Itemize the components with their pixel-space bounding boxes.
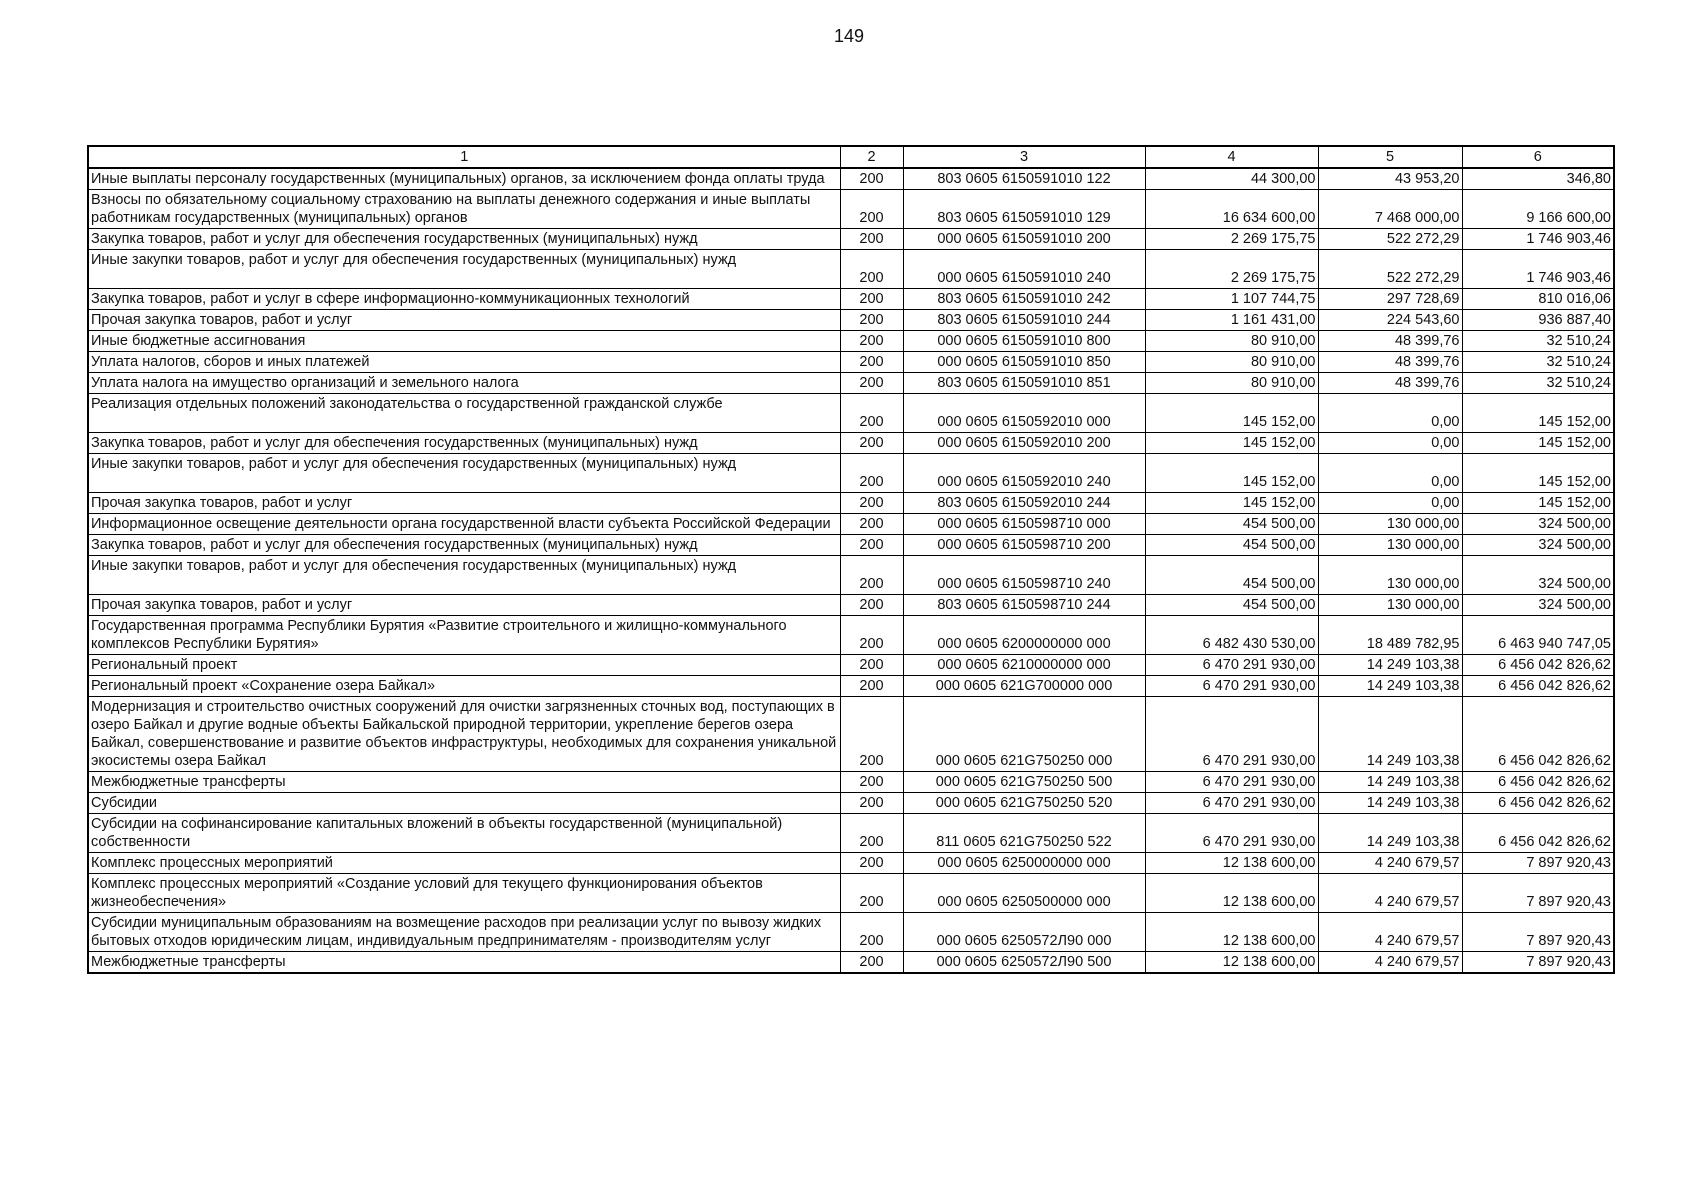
row-value-col5-cell: 43 953,20 <box>1318 168 1462 190</box>
row-value-col5-cell: 0,00 <box>1318 433 1462 454</box>
row-code-cell: 200 <box>840 853 903 874</box>
row-value-col4-cell: 1 161 431,00 <box>1145 310 1318 331</box>
table-row <box>88 229 1614 250</box>
table-row <box>88 595 1614 616</box>
row-name-cell: Региональный проект «Сохранение озера Байкал» <box>88 676 840 697</box>
row-name-cell: Межбюджетные трансферты <box>88 952 840 974</box>
row-classification-code-cell: 000 0605 621G750250 000 <box>903 697 1145 772</box>
row-value-col4-cell: 2 269 175,75 <box>1145 229 1318 250</box>
row-classification-code-cell: 000 0605 6150592010 000 <box>903 394 1145 433</box>
row-name-cell: Прочая закупка товаров, работ и услуг <box>88 310 840 331</box>
row-classification-code-cell: 000 0605 621G750250 500 <box>903 772 1145 793</box>
row-code-cell: 200 <box>840 190 903 229</box>
row-name-cell: Прочая закупка товаров, работ и услуг <box>88 493 840 514</box>
row-value-col5-cell: 0,00 <box>1318 454 1462 493</box>
column-header-3: 3 <box>903 146 1145 168</box>
row-value-col5-cell: 4 240 679,57 <box>1318 874 1462 913</box>
table-row <box>88 676 1614 697</box>
table-row <box>88 493 1614 514</box>
row-classification-code-cell: 803 0605 6150591010 122 <box>903 168 1145 190</box>
row-value-col4-cell: 6 470 291 930,00 <box>1145 793 1318 814</box>
row-value-col5-cell: 4 240 679,57 <box>1318 853 1462 874</box>
row-name-cell: Закупка товаров, работ и услуг для обеспечения государственных (муниципальных) нужд <box>88 433 840 454</box>
row-code-cell: 200 <box>840 595 903 616</box>
table-row <box>88 655 1614 676</box>
row-classification-code-cell: 803 0605 6150591010 244 <box>903 310 1145 331</box>
table-row <box>88 874 1614 913</box>
row-value-col6-cell: 324 500,00 <box>1462 595 1614 616</box>
row-classification-code-cell: 000 0605 6150598710 000 <box>903 514 1145 535</box>
row-classification-code-cell: 000 0605 6150591010 200 <box>903 229 1145 250</box>
table-row <box>88 535 1614 556</box>
row-value-col4-cell: 145 152,00 <box>1145 454 1318 493</box>
row-code-cell: 200 <box>840 250 903 289</box>
row-code-cell: 200 <box>840 952 903 974</box>
row-classification-code-cell: 811 0605 621G750250 522 <box>903 814 1145 853</box>
row-value-col6-cell: 7 897 920,43 <box>1462 913 1614 952</box>
row-name-cell: Прочая закупка товаров, работ и услуг <box>88 595 840 616</box>
row-name-cell: Уплата налога на имущество организаций и земельного налога <box>88 373 840 394</box>
table-row <box>88 168 1614 190</box>
row-classification-code-cell: 000 0605 621G700000 000 <box>903 676 1145 697</box>
row-value-col5-cell: 14 249 103,38 <box>1318 772 1462 793</box>
row-value-col4-cell: 12 138 600,00 <box>1145 853 1318 874</box>
row-name-cell: Иные закупки товаров, работ и услуг для обеспечения государственных (муниципальных) нужд <box>88 454 840 493</box>
row-value-col5-cell: 48 399,76 <box>1318 352 1462 373</box>
row-value-col5-cell: 14 249 103,38 <box>1318 655 1462 676</box>
table-row <box>88 556 1614 595</box>
row-name-cell: Иные бюджетные ассигнования <box>88 331 840 352</box>
table-row <box>88 952 1614 974</box>
table-row <box>88 514 1614 535</box>
row-value-col6-cell: 7 897 920,43 <box>1462 853 1614 874</box>
row-value-col4-cell: 454 500,00 <box>1145 556 1318 595</box>
row-value-col4-cell: 80 910,00 <box>1145 331 1318 352</box>
row-classification-code-cell: 000 0605 621G750250 520 <box>903 793 1145 814</box>
table-row <box>88 331 1614 352</box>
row-value-col6-cell: 145 152,00 <box>1462 433 1614 454</box>
row-value-col4-cell: 12 138 600,00 <box>1145 913 1318 952</box>
row-code-cell: 200 <box>840 616 903 655</box>
row-name-cell: Закупка товаров, работ и услуг для обеспечения государственных (муниципальных) нужд <box>88 229 840 250</box>
row-classification-code-cell: 000 0605 6250000000 000 <box>903 853 1145 874</box>
row-name-cell: Субсидии муниципальным образованиям на возмещение расходов при реализации услуг по вывозу жидких бытовых отходов юридическим лицам, индивидуальным предпринимателям - производителям услуг <box>88 913 840 952</box>
row-value-col6-cell: 6 456 042 826,62 <box>1462 676 1614 697</box>
row-value-col6-cell: 32 510,24 <box>1462 331 1614 352</box>
row-name-cell: Закупка товаров, работ и услуг для обеспечения государственных (муниципальных) нужд <box>88 535 840 556</box>
row-value-col6-cell: 6 456 042 826,62 <box>1462 772 1614 793</box>
row-value-col6-cell: 145 152,00 <box>1462 394 1614 433</box>
row-code-cell: 200 <box>840 168 903 190</box>
row-code-cell: 200 <box>840 676 903 697</box>
table-row <box>88 310 1614 331</box>
row-code-cell: 200 <box>840 493 903 514</box>
row-code-cell: 200 <box>840 535 903 556</box>
row-value-col6-cell: 7 897 920,43 <box>1462 874 1614 913</box>
row-code-cell: 200 <box>840 556 903 595</box>
row-value-col6-cell: 145 152,00 <box>1462 454 1614 493</box>
row-value-col4-cell: 6 482 430 530,00 <box>1145 616 1318 655</box>
row-value-col6-cell: 6 456 042 826,62 <box>1462 655 1614 676</box>
row-value-col5-cell: 14 249 103,38 <box>1318 793 1462 814</box>
row-classification-code-cell: 803 0605 6150592010 244 <box>903 493 1145 514</box>
table-row <box>88 289 1614 310</box>
row-code-cell: 200 <box>840 655 903 676</box>
row-classification-code-cell: 000 0605 6250572Л90 500 <box>903 952 1145 974</box>
row-value-col6-cell: 1 746 903,46 <box>1462 229 1614 250</box>
row-code-cell: 200 <box>840 772 903 793</box>
row-value-col5-cell: 14 249 103,38 <box>1318 814 1462 853</box>
row-name-cell: Уплата налогов, сборов и иных платежей <box>88 352 840 373</box>
row-code-cell: 200 <box>840 454 903 493</box>
row-classification-code-cell: 000 0605 6250500000 000 <box>903 874 1145 913</box>
row-value-col4-cell: 6 470 291 930,00 <box>1145 814 1318 853</box>
row-value-col4-cell: 454 500,00 <box>1145 595 1318 616</box>
row-value-col4-cell: 2 269 175,75 <box>1145 250 1318 289</box>
table-row <box>88 454 1614 493</box>
row-value-col5-cell: 0,00 <box>1318 394 1462 433</box>
row-value-col5-cell: 4 240 679,57 <box>1318 913 1462 952</box>
row-value-col5-cell: 7 468 000,00 <box>1318 190 1462 229</box>
table-row <box>88 772 1614 793</box>
table-row <box>88 352 1614 373</box>
row-name-cell: Информационное освещение деятельности органа государственной власти субъекта Российской Федерации <box>88 514 840 535</box>
row-code-cell: 200 <box>840 433 903 454</box>
row-value-col6-cell: 324 500,00 <box>1462 556 1614 595</box>
table-row <box>88 913 1614 952</box>
column-header-4: 4 <box>1145 146 1318 168</box>
table-row <box>88 814 1614 853</box>
row-classification-code-cell: 803 0605 6150591010 129 <box>903 190 1145 229</box>
row-value-col6-cell: 324 500,00 <box>1462 535 1614 556</box>
row-code-cell: 200 <box>840 874 903 913</box>
row-classification-code-cell: 000 0605 6150592010 200 <box>903 433 1145 454</box>
row-name-cell: Межбюджетные трансферты <box>88 772 840 793</box>
row-value-col5-cell: 14 249 103,38 <box>1318 676 1462 697</box>
row-value-col4-cell: 12 138 600,00 <box>1145 874 1318 913</box>
row-value-col6-cell: 6 463 940 747,05 <box>1462 616 1614 655</box>
row-value-col4-cell: 6 470 291 930,00 <box>1145 697 1318 772</box>
row-classification-code-cell: 803 0605 6150598710 244 <box>903 595 1145 616</box>
row-value-col6-cell: 1 746 903,46 <box>1462 250 1614 289</box>
row-code-cell: 200 <box>840 913 903 952</box>
table-row <box>88 394 1614 433</box>
row-name-cell: Иные закупки товаров, работ и услуг для обеспечения государственных (муниципальных) нужд <box>88 556 840 595</box>
row-name-cell: Модернизация и строительство очистных сооружений для очистки загрязненных сточных вод, поступающих в озеро Байкал и другие водные объекты Байкальской природной территории, укрепление берегов озера Байкал, совершенствование и развитие объектов инфраструктуры, необходимых для сохранения уникальной экосистемы озера Байкал <box>88 697 840 772</box>
row-code-cell: 200 <box>840 310 903 331</box>
row-value-col5-cell: 0,00 <box>1318 493 1462 514</box>
row-value-col4-cell: 6 470 291 930,00 <box>1145 655 1318 676</box>
table-row <box>88 433 1614 454</box>
row-name-cell: Комплекс процессных мероприятий «Создание условий для текущего функционирования объектов жизнеобеспечения» <box>88 874 840 913</box>
row-value-col6-cell: 6 456 042 826,62 <box>1462 697 1614 772</box>
row-code-cell: 200 <box>840 229 903 250</box>
row-name-cell: Иные выплаты персоналу государственных (муниципальных) органов, за исключением фонда оплаты труда <box>88 168 840 190</box>
row-value-col4-cell: 80 910,00 <box>1145 352 1318 373</box>
table-row <box>88 697 1614 772</box>
row-name-cell: Региональный проект <box>88 655 840 676</box>
column-header-2: 2 <box>840 146 903 168</box>
row-code-cell: 200 <box>840 394 903 433</box>
row-code-cell: 200 <box>840 814 903 853</box>
row-classification-code-cell: 803 0605 6150591010 851 <box>903 373 1145 394</box>
row-name-cell: Государственная программа Республики Бурятия «Развитие строительного и жилищно-коммунального комплексов Республики Бурятия» <box>88 616 840 655</box>
row-name-cell: Комплекс процессных мероприятий <box>88 853 840 874</box>
row-value-col6-cell: 7 897 920,43 <box>1462 952 1614 974</box>
row-value-col6-cell: 6 456 042 826,62 <box>1462 814 1614 853</box>
row-classification-code-cell: 000 0605 6150591010 850 <box>903 352 1145 373</box>
table-row <box>88 373 1614 394</box>
row-value-col6-cell: 6 456 042 826,62 <box>1462 793 1614 814</box>
row-value-col6-cell: 9 166 600,00 <box>1462 190 1614 229</box>
column-header-1: 1 <box>88 146 840 168</box>
table-header-row <box>88 146 1614 168</box>
row-code-cell: 200 <box>840 352 903 373</box>
row-classification-code-cell: 000 0605 6210000000 000 <box>903 655 1145 676</box>
row-name-cell: Иные закупки товаров, работ и услуг для обеспечения государственных (муниципальных) нужд <box>88 250 840 289</box>
row-value-col6-cell: 810 016,06 <box>1462 289 1614 310</box>
row-value-col6-cell: 32 510,24 <box>1462 373 1614 394</box>
row-value-col6-cell: 32 510,24 <box>1462 352 1614 373</box>
table-row <box>88 190 1614 229</box>
row-value-col4-cell: 6 470 291 930,00 <box>1145 676 1318 697</box>
column-header-5: 5 <box>1318 146 1462 168</box>
row-value-col6-cell: 145 152,00 <box>1462 493 1614 514</box>
row-value-col4-cell: 145 152,00 <box>1145 493 1318 514</box>
row-value-col5-cell: 14 249 103,38 <box>1318 697 1462 772</box>
row-code-cell: 200 <box>840 697 903 772</box>
row-value-col6-cell: 346,80 <box>1462 168 1614 190</box>
row-value-col5-cell: 297 728,69 <box>1318 289 1462 310</box>
column-header-6: 6 <box>1462 146 1614 168</box>
row-classification-code-cell: 000 0605 6150598710 240 <box>903 556 1145 595</box>
row-value-col4-cell: 6 470 291 930,00 <box>1145 772 1318 793</box>
table-row <box>88 793 1614 814</box>
row-name-cell: Взносы по обязательному социальному страхованию на выплаты денежного содержания и иные выплаты работникам государственных (муниципальных) органов <box>88 190 840 229</box>
row-value-col4-cell: 145 152,00 <box>1145 394 1318 433</box>
row-value-col5-cell: 4 240 679,57 <box>1318 952 1462 974</box>
row-code-cell: 200 <box>840 289 903 310</box>
row-value-col5-cell: 48 399,76 <box>1318 373 1462 394</box>
row-value-col5-cell: 130 000,00 <box>1318 595 1462 616</box>
row-value-col5-cell: 18 489 782,95 <box>1318 616 1462 655</box>
row-value-col4-cell: 454 500,00 <box>1145 535 1318 556</box>
table-row <box>88 250 1614 289</box>
row-value-col5-cell: 130 000,00 <box>1318 514 1462 535</box>
row-code-cell: 200 <box>840 514 903 535</box>
row-value-col4-cell: 145 152,00 <box>1145 433 1318 454</box>
row-classification-code-cell: 000 0605 6200000000 000 <box>903 616 1145 655</box>
row-code-cell: 200 <box>840 793 903 814</box>
row-classification-code-cell: 000 0605 6150598710 200 <box>903 535 1145 556</box>
row-name-cell: Реализация отдельных положений законодательства о государственной гражданской службе <box>88 394 840 433</box>
budget-table <box>87 145 1615 974</box>
row-classification-code-cell: 803 0605 6150591010 242 <box>903 289 1145 310</box>
row-value-col4-cell: 80 910,00 <box>1145 373 1318 394</box>
row-value-col5-cell: 130 000,00 <box>1318 535 1462 556</box>
row-code-cell: 200 <box>840 331 903 352</box>
row-value-col4-cell: 44 300,00 <box>1145 168 1318 190</box>
row-value-col4-cell: 454 500,00 <box>1145 514 1318 535</box>
row-classification-code-cell: 000 0605 6250572Л90 000 <box>903 913 1145 952</box>
row-name-cell: Закупка товаров, работ и услуг в сфере информационно-коммуникационных технологий <box>88 289 840 310</box>
row-code-cell: 200 <box>840 373 903 394</box>
row-value-col5-cell: 130 000,00 <box>1318 556 1462 595</box>
row-value-col4-cell: 1 107 744,75 <box>1145 289 1318 310</box>
row-value-col6-cell: 936 887,40 <box>1462 310 1614 331</box>
row-value-col5-cell: 522 272,29 <box>1318 229 1462 250</box>
page-number: 149 <box>833 26 865 46</box>
row-value-col6-cell: 324 500,00 <box>1462 514 1614 535</box>
table-row <box>88 853 1614 874</box>
row-name-cell: Субсидии на софинансирование капитальных вложений в объекты государственной (муниципальной) собственности <box>88 814 840 853</box>
row-classification-code-cell: 000 0605 6150591010 240 <box>903 250 1145 289</box>
row-classification-code-cell: 000 0605 6150591010 800 <box>903 331 1145 352</box>
row-classification-code-cell: 000 0605 6150592010 240 <box>903 454 1145 493</box>
row-name-cell: Субсидии <box>88 793 840 814</box>
table-row <box>88 616 1614 655</box>
row-value-col5-cell: 48 399,76 <box>1318 331 1462 352</box>
table-body <box>88 168 1614 973</box>
row-value-col4-cell: 12 138 600,00 <box>1145 952 1318 974</box>
row-value-col5-cell: 522 272,29 <box>1318 250 1462 289</box>
row-value-col5-cell: 224 543,60 <box>1318 310 1462 331</box>
row-value-col4-cell: 16 634 600,00 <box>1145 190 1318 229</box>
